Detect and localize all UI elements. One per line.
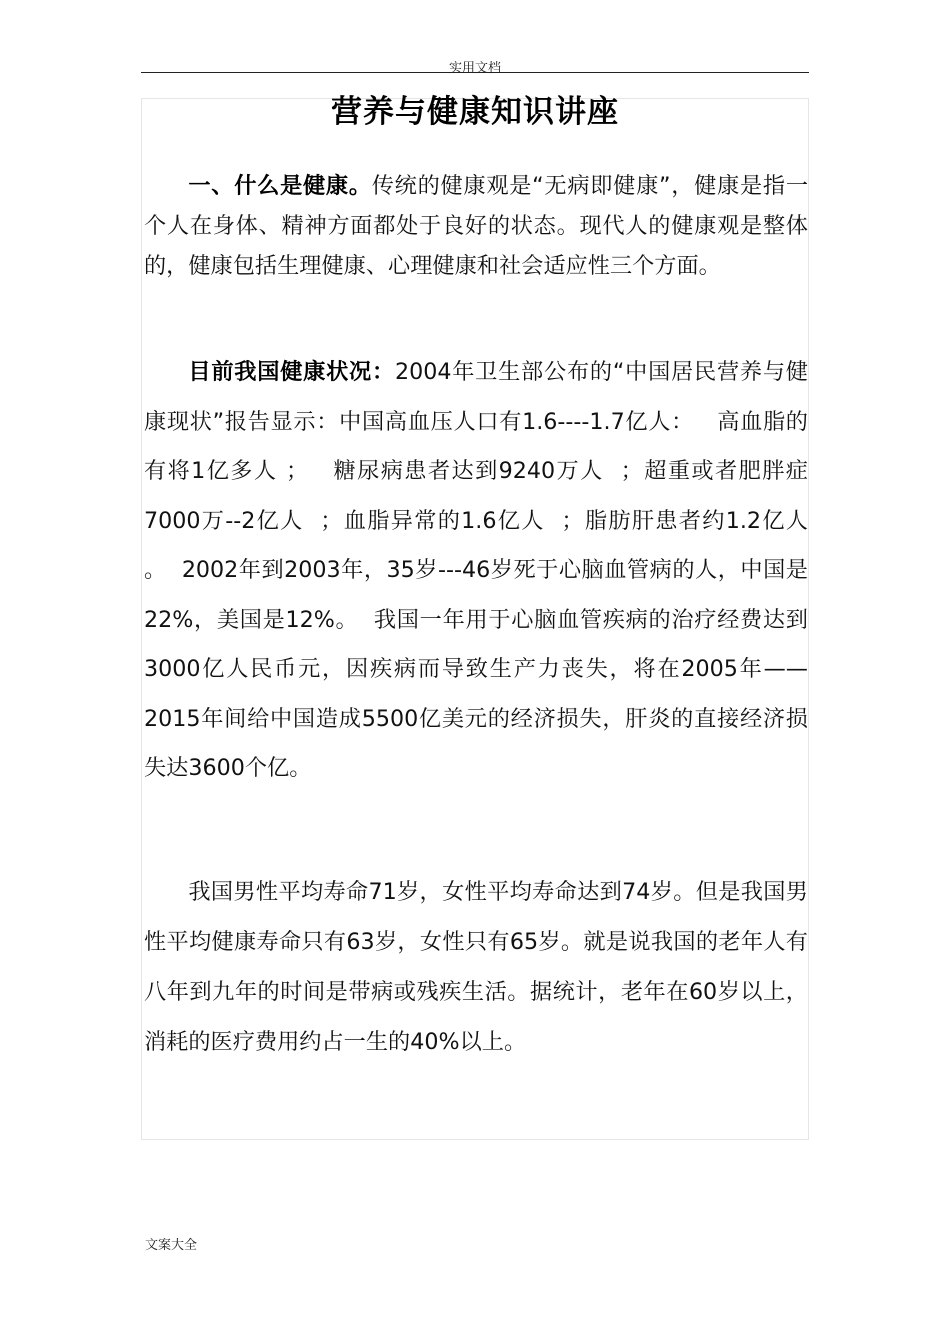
paragraph-health-status xyxy=(144,348,823,794)
paragraph-body: 2004年卫生部公布的“中国居民营养与健康现状”报告显示：中国高血压人口有1.6----1.7亿人： 高血脂的有将1亿多人 ； 糖尿病患者达到9240万人 ；超重或者肥胖症7000万--2亿人 ；血脂异常的1.6亿人 ；脂肪肝患者约1.2亿人 。 2002年到2003年，35岁---46岁死于心脑血管病的人，中国是22%，美国是12%。 我国一年用于心脑血管疾病的治疗经费达到3000亿人民币元，因疾病而导致生产力丧失，将在2005年——2015年间给中国造成5500亿美元的经济损失，肝炎的直接经济损失达3600个亿。 xyxy=(144,359,823,781)
page-footer: 文案大全 xyxy=(145,1238,198,1253)
paragraph-life-expectancy xyxy=(144,867,808,1067)
paragraph-body: 我国男性平均寿命71岁，女性平均寿命达到74岁。但是我国男性平均健康寿命只有63岁，女性只有65岁。就是说我国的老年人有八年到九年的时间是带病或残疾生活。据统计，老年在60岁以上，消耗的医疗费用约占一生的40%以上。 xyxy=(144,879,808,1055)
header-divider xyxy=(141,72,809,73)
running-header: 实用文档 xyxy=(448,61,501,76)
document-title: 营养与健康知识讲座 xyxy=(331,94,619,130)
paragraph-what-is-health xyxy=(144,166,808,286)
paragraph-lead: 一、什么是健康。 xyxy=(188,173,372,199)
paragraph-lead: 目前我国健康状况： xyxy=(188,359,395,385)
paragraph-body: 传统的健康观是“无病即健康”，健康是指一个人在身体、精神方面都处于良好的状态。现代人的健康观是整体的，健康包括生理健康、心理健康和社会适应性三个方面。 xyxy=(144,173,809,279)
